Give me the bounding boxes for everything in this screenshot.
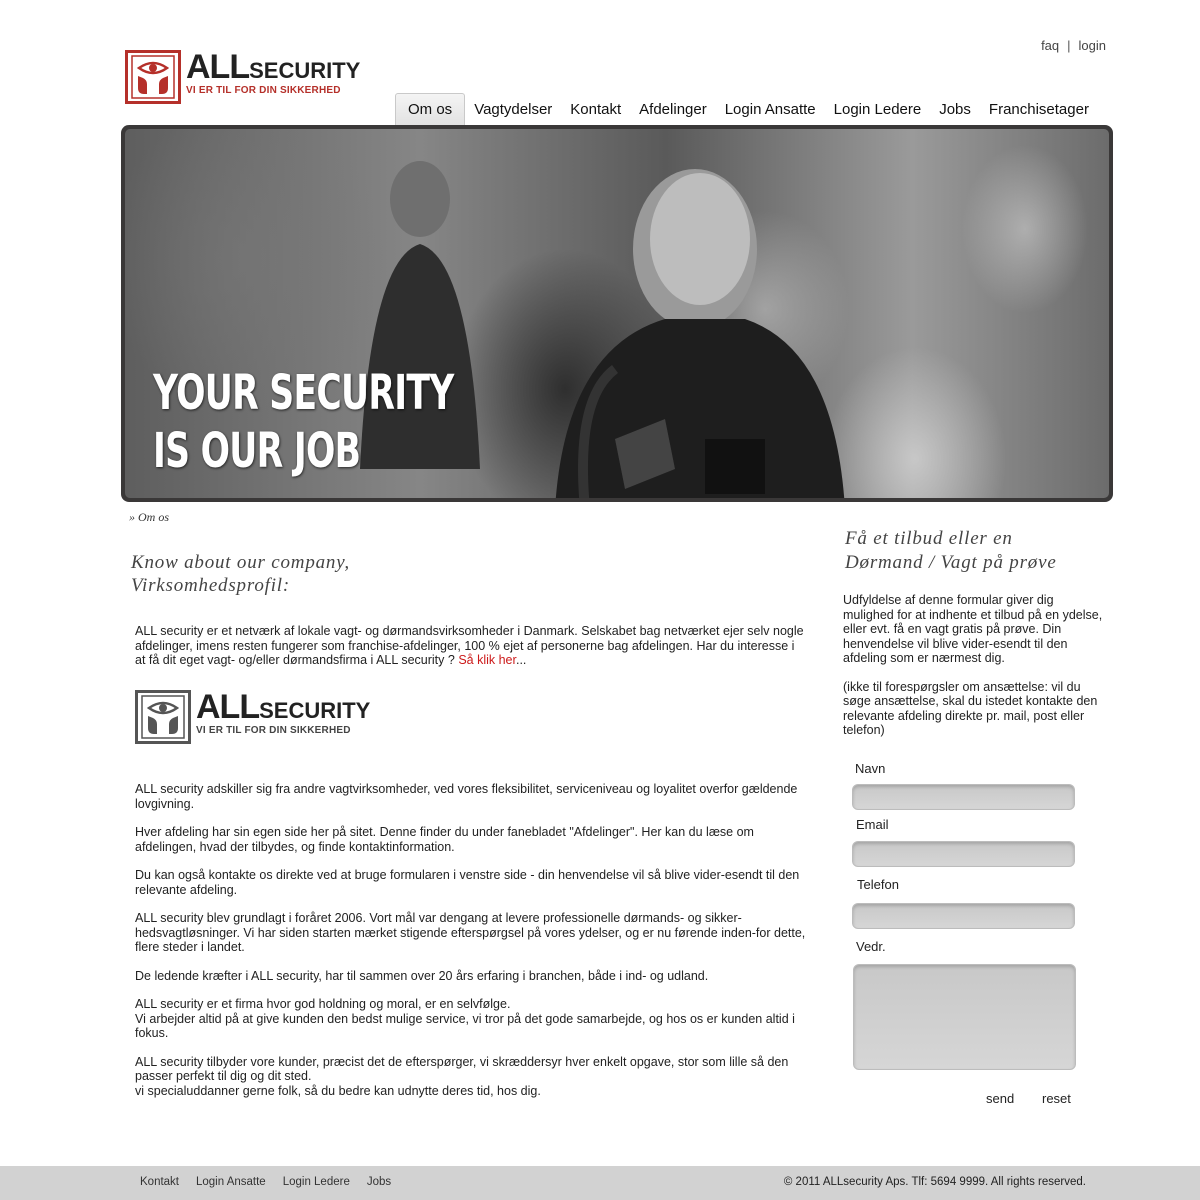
footer-link-kontakt[interactable]: Kontakt [140, 1176, 179, 1188]
eye-hands-logo-icon [140, 694, 186, 740]
footer-link-jobs[interactable]: Jobs [366, 1176, 392, 1188]
body-paragraph: ALL security blev grundlagt i foråret 2006. Vort mål var dengang at levere professionelle dørmands- og sikker-hedsvagtløsninger. Vi har siden starten mærket stigende efterspørgsel på vores ydelser, og er nu førende inden-for dette, flere steder i landet. [135, 911, 806, 954]
nav-item-login-ledere[interactable]: Login Ledere [833, 101, 922, 118]
footer-links [140, 1176, 391, 1188]
top-links-separator: | [1067, 38, 1071, 53]
vedr-label: Vedr. [856, 939, 886, 954]
sidebar-note: (ikke til forespørgsler om ansættelse: vil du søge ansættelse, skal du istedet kontakte den relevante afdeling direkte pr. mail, post eller telefon) [843, 679, 1098, 737]
footer-link-login-ledere[interactable]: Login Ledere [282, 1176, 350, 1188]
body-paragraph: ALL security er et firma hvor god holdning og moral, er en selvfølge. Vi arbejder altid på at give kunden den bedst mulige service, vi tror på det gode samarbejde, og hos os er kunden altid i fokus. [135, 997, 795, 1040]
sidebar-title: Få et tilbud eller en Dørmand / Vagt på prøve [845, 528, 1057, 573]
footer-link-login-ansatte[interactable]: Login Ansatte [196, 1176, 266, 1188]
nav-item-om-os[interactable]: Om os [395, 93, 465, 125]
top-links [1041, 38, 1106, 53]
footer [0, 1166, 1200, 1200]
nav-item-vagtydelser[interactable]: Vagtydelser [474, 101, 553, 118]
sidebar-intro: Udfyldelse af denne formular giver dig mulighed for at indhente et tilbud på en ydelse, eller evt. få en vagt gratis på prøve. Din henvendelse vil blive vider-esendt til den afdeling som er nærmest dig. [843, 593, 1103, 665]
page-title: Know about our company, Virksomhedsprofil: [131, 552, 350, 596]
body-text [135, 782, 807, 1112]
body-paragraph: De ledende kræfter i ALL security, har til sammen over 20 års erfaring i branchen, både i ind- og udland. [135, 968, 709, 983]
logo-tagline: VI ER TIL FOR DIN SIKKERHED [186, 85, 341, 96]
content-logo-tagline: VI ER TIL FOR DIN SIKKERHED [196, 725, 351, 736]
logo-emblem [125, 50, 181, 104]
faq-link[interactable]: faq [1041, 38, 1060, 53]
header-logo[interactable] [125, 50, 360, 104]
main-nav [395, 93, 1098, 125]
content-logo-wordmark: ALLSECURITY [196, 688, 371, 726]
hero-photo [125, 129, 1109, 498]
navn-field[interactable] [852, 784, 1075, 810]
telefon-field[interactable] [852, 903, 1075, 929]
content-logo [135, 690, 370, 744]
telefon-label: Telefon [857, 877, 899, 892]
breadcrumb: » Om os [129, 510, 170, 524]
body-paragraph: ALL security adskiller sig fra andre vagtvirksomheder, ved vores fleksibilitet, serviceniveau og loyalitet overfor gældende lovgivning. [135, 782, 798, 811]
navn-label: Navn [855, 761, 886, 776]
logo-wordmark: ALLSECURITY [186, 48, 361, 86]
email-field[interactable] [852, 841, 1075, 867]
body-paragraph: Du kan også kontakte os direkte ved at bruge formularen i venstre side - din henvendelse vil så blive vider-esendt til den relevante afdeling. [135, 868, 800, 897]
security-guard-figure [495, 139, 855, 498]
content-logo-emblem [135, 690, 191, 744]
email-label: Email [856, 817, 889, 832]
nav-item-franchisetager[interactable]: Franchisetager [988, 101, 1089, 118]
nav-item-jobs[interactable]: Jobs [939, 101, 971, 118]
hero-banner [121, 125, 1113, 502]
body-paragraph: Hver afdeling har sin egen side her på sitet. Denne finder du under fanebladet "Afdelinger". Her kan du læse om afdelingen, hvad der tilbydes, og finde kontaktinformation. [135, 825, 754, 854]
sidebar-text [843, 593, 1105, 752]
intro-paragraph: ALL security er et netværk af lokale vagt- og dørmandsvirksomheder i Danmark. Selskabet bag netværket ejer selv nogle afdelinger, imens resten fungerer som franchise-afdelinger, 100 % ejet af personerne bag afdelingen. Har du interesse i at få dit eget vagt- og/eller dørmandsfirma i ALL security ? Så klik her... [135, 624, 804, 667]
footer-copyright: © 2011 ALLsecurity Aps. Tlf: 5694 9999. All rights reserved. [783, 1176, 1086, 1188]
nav-item-login-ansatte[interactable]: Login Ansatte [724, 101, 816, 118]
eye-hands-logo-icon [130, 54, 176, 100]
hero-headline: YOUR SECURITY IS OUR JOB [153, 365, 454, 479]
reset-button[interactable]: reset [1042, 1091, 1071, 1106]
send-button[interactable]: send [986, 1091, 1015, 1106]
nav-item-kontakt[interactable]: Kontakt [570, 101, 622, 118]
franchise-link[interactable]: Så klik her [458, 653, 516, 667]
body-paragraph: ALL security tilbyder vore kunder, præcist det de efterspørger, vi skræddersyr hver enkelt opgave, stor som lille så den passer perfekt til dig og dit sted. vi specialuddanner gerne folk, så du bedre kan udnytte deres tid, hos dig. [135, 1054, 789, 1098]
nav-item-afdelinger[interactable]: Afdelinger [639, 101, 707, 118]
vedr-textarea[interactable] [853, 964, 1076, 1070]
login-link[interactable]: login [1078, 38, 1106, 53]
